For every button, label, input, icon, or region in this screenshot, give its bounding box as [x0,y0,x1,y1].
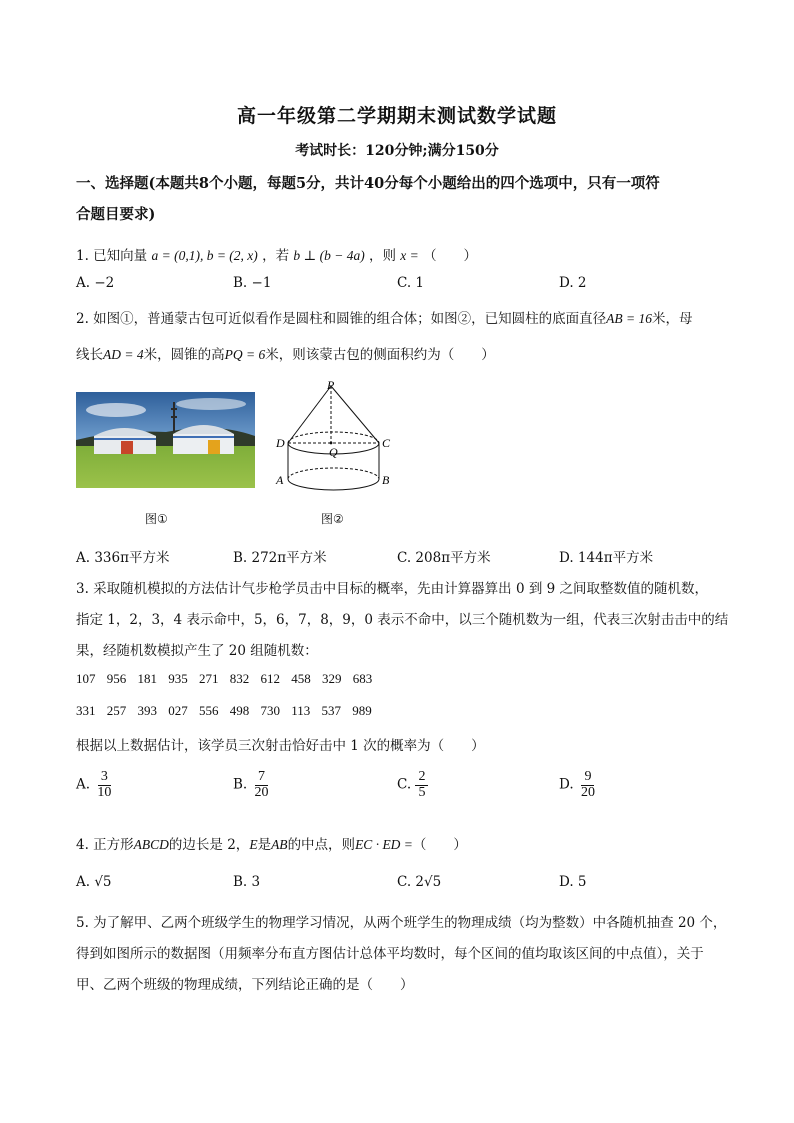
q2-cone-height: PQ = 6 [224,347,266,362]
section-heading-line2: 合题目要求) [76,206,156,223]
q1-paren: （ ） [423,248,478,264]
question-5-line2: 得到如图所示的数据图（用频率分布直方图估计总体平均数时，每个区间的值均取该区间的中点值），关于 [76,946,704,962]
q2-diameter: AB = 16 [606,311,653,326]
question-5-line3: 甲、乙两个班级的物理成绩，下列结论正确的是（ ） [76,977,414,993]
label-a: A [276,473,284,487]
label-c: C [382,436,391,450]
figure-2-caption: 图② [321,512,344,526]
q4-prefix: 4. 正方形 [76,837,134,853]
question-2-line2 [76,343,495,363]
q2-option-c: C. 208π平方米 [397,550,491,566]
q4-option-b: B. 3 [233,874,261,890]
question-2-line1 [76,307,693,327]
q1-option-b: B. −1 [233,275,272,291]
label-b: B [382,473,390,487]
q1-option-c: C. 1 [397,275,425,291]
q1-option-d: D. 2 [559,275,587,291]
q2-option-a: A. 336π平方米 [76,550,170,566]
q1-condition: b ⊥ (b − 4a) [293,248,365,263]
q4-dot-product: EC · ED = [355,837,413,852]
random-numbers-row-1: 107 956 181 935 271 832 612 458 329 683 [76,671,373,686]
question-3-line3: 果，经随机数模拟产生了 20 组随机数： [76,643,318,659]
question-4 [76,833,467,853]
q1-unknown: x = [400,248,419,263]
label-d: D [276,436,285,450]
q3-option-b: B. $\frac{7}{20}$ [233,770,272,800]
q4-square: ABCD [133,837,169,852]
q4-mid1: 的边长是 2， [168,837,250,853]
q4-mid2: 是 [257,837,272,853]
q4-option-a: A. √5 [76,874,112,890]
fraction: $\frac{3}{10}$ [97,769,112,800]
question-3-line1: 3. 采取随机模拟的方法估计气步枪学员击中目标的概率，先由计算器算出 0 到 9 之间取整数值的随机数， [76,581,709,597]
q2-text-c: 线长 [76,347,103,363]
q1-vectors: a = (0,1), b = (2, x) [151,248,258,263]
question-3-line2: 指定 1，2，3，4 表示命中，5，6，7，8，9，0 表示不命中，以三个随机数为一组，代表三次射击击中的结 [76,612,729,628]
q1-option-a: A. −2 [76,275,115,291]
q4-point-e: E [249,837,258,852]
question-5-line1: 5. 为了解甲、乙两个班级学生的物理学习情况，从两个班学生的物理成绩（均为整数）中各随机抽查 20 个， [76,915,727,931]
yurt-geometry-diagram [272,380,402,492]
q4-mid3: 的中点，则 [287,837,356,853]
q4-segment: AB [271,837,288,852]
q2-generatrix: AD = 4 [103,347,144,362]
q4-option-d: D. 5 [559,874,587,890]
label-q: Q [329,445,338,459]
q3-option-d: D. $\frac{9}{20}$ [559,770,598,800]
fraction: $\frac{9}{20}$ [580,769,595,800]
label-p: P [327,380,335,392]
q2-text-a: 2. 如图①，普通蒙古包可近似看作是圆柱和圆锥的组合体；如图②，已知圆柱的底面直径 [76,311,607,327]
fraction: $\frac{2}{5}$ [415,770,428,800]
q2-option-d: D. 144π平方米 [559,550,654,566]
q2-text-b: 米，母 [652,311,693,327]
q2-option-b: B. 272π平方米 [233,550,327,566]
page-title: 高一年级第二学期期末测试数学试题 [236,105,557,127]
q4-option-c: C. 2√5 [397,874,442,890]
yurt-photo [76,392,255,488]
q1-suffix: ，则 [368,248,396,264]
random-numbers-row-2: 331 257 393 027 556 498 730 113 537 989 [76,703,372,718]
exam-info: 考试时长：120分钟;满分150分 [295,143,499,159]
q1-mid: ，若 [262,248,290,264]
q4-paren: （ ） [412,837,467,853]
q2-text-e: 米，则该蒙古包的侧面积约为（ ） [265,347,495,363]
figure-1-caption: 图① [145,512,168,526]
question-1 [76,244,477,264]
q1-prefix: 1. 已知向量 [76,248,148,264]
question-3-line4: 根据以上数据估计，该学员三次射击恰好击中 1 次的概率为（ ） [76,738,485,754]
section-heading-line1: 一、选择题(本题共8个小题，每题5分，共计40分每个小题给出的四个选项中，只有一项符 [76,175,660,192]
q2-text-d: 米，圆锥的高 [143,347,225,363]
fraction: $\frac{7}{20}$ [254,769,269,800]
q3-option-c: C. $\frac{2}{5}$ [397,770,428,800]
q3-option-a: A. $\frac{3}{10}$ [76,770,114,800]
